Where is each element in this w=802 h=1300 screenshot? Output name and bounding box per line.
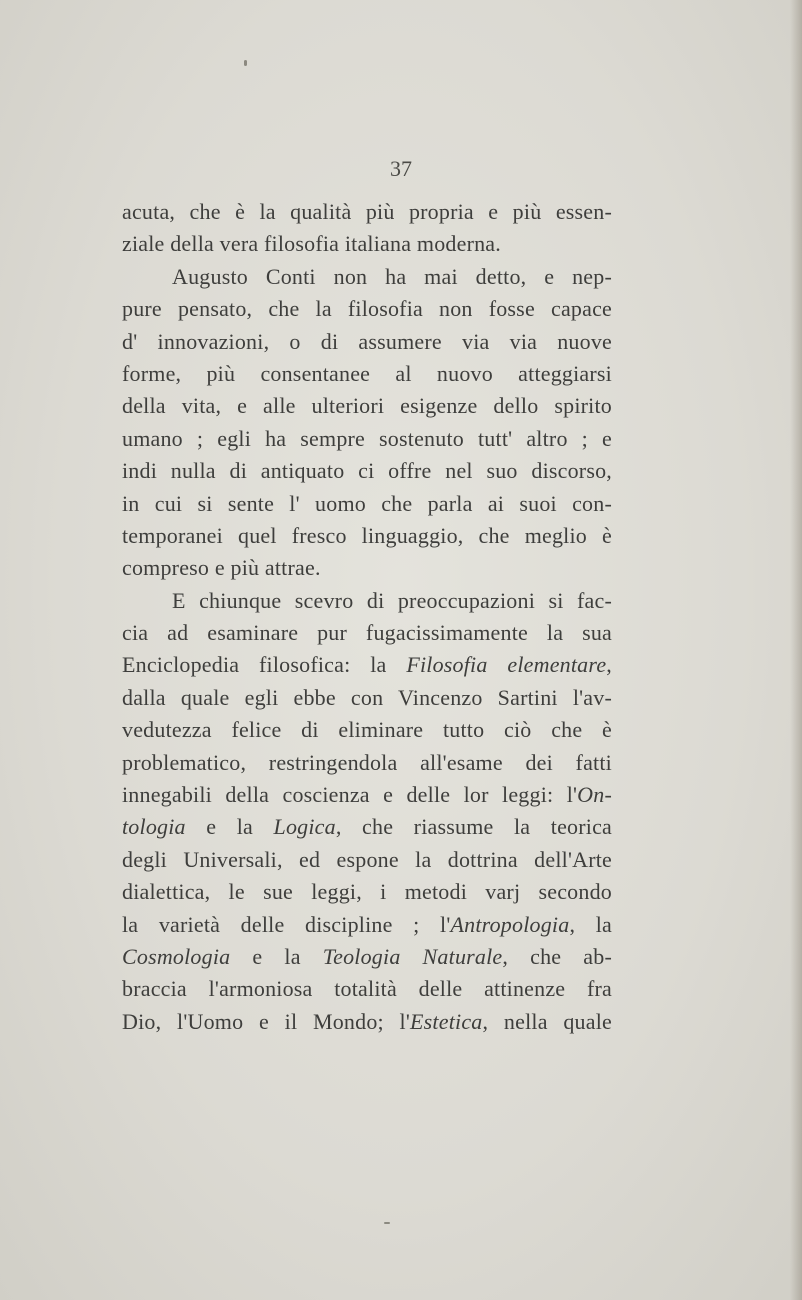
text-run: umano ; egli ha sempre sostenuto tutt' altro ; e	[122, 425, 612, 451]
text-run: in cui si sente l' uomo che parla ai suoi con-	[122, 490, 612, 516]
text-run: Dio, l'Uomo e il Mondo; l'	[122, 1008, 411, 1034]
text-line	[122, 455, 612, 487]
text-run: innegabili della coscienza e delle lor leggi: l'	[122, 782, 578, 808]
italic-text: Filosofia elementare	[406, 652, 607, 678]
text-run: temporanei quel fresco linguaggio, che meglio è	[122, 522, 612, 548]
text-run: problematico, restringendola all'esame dei fatti	[122, 749, 612, 775]
text-line	[122, 228, 612, 260]
text-run: forme, più consentanee al nuovo atteggiarsi	[122, 360, 612, 386]
italic-text: tologia	[122, 814, 186, 840]
text-line	[122, 261, 612, 293]
text-run: dialettica, le sue leggi, i metodi varj secondo	[122, 879, 612, 905]
text-line	[122, 293, 612, 325]
text-run: Augusto Conti non ha mai detto, e nep-	[172, 263, 612, 289]
text-run: degli Universali, ed espone la dottrina dell'Arte	[122, 846, 612, 872]
text-line	[122, 1006, 612, 1038]
text-line	[122, 423, 612, 455]
ink-speck	[244, 60, 247, 66]
text-line	[122, 909, 612, 941]
text-run: , che ab-	[502, 943, 612, 969]
text-line	[122, 196, 612, 228]
italic-text: Cosmologia	[122, 943, 231, 969]
italic-text: Antropologia	[450, 911, 570, 937]
italic-text: Teologia Naturale	[322, 943, 503, 969]
text-line	[122, 876, 612, 908]
text-line	[122, 844, 612, 876]
paragraph	[122, 585, 612, 1038]
text-run: ,	[606, 652, 612, 678]
page-number: 37	[390, 156, 412, 181]
text-run: , che riassume la teorica	[335, 814, 612, 840]
text-run: braccia l'armoniosa totalità delle attinenze fra	[122, 976, 612, 1002]
text-run: E chiunque scevro di preoccupazioni si fac-	[172, 587, 612, 613]
text-line	[122, 747, 612, 779]
paragraph	[122, 196, 612, 261]
text-run: d' innovazioni, o di assumere via via nuove	[122, 328, 612, 354]
text-run: cia ad esaminare pur fugacissimamente la sua	[122, 620, 612, 646]
text-run: indi nulla di antiquato ci offre nel suo discorso,	[122, 458, 612, 484]
text-line	[122, 326, 612, 358]
text-run: la varietà delle discipline ; l'	[122, 911, 451, 937]
text-line	[122, 585, 612, 617]
text-run: , la	[569, 911, 612, 937]
paragraph	[122, 261, 612, 585]
text-run: e la	[230, 943, 323, 969]
text-line	[122, 973, 612, 1005]
text-run: ziale della vera filosofia italiana moderna.	[122, 231, 501, 257]
text-run: e la	[185, 814, 274, 840]
text-run: , nella quale	[482, 1008, 612, 1034]
text-line	[122, 649, 612, 681]
text-run: dalla quale egli ebbe con Vincenzo Sartini l'av-	[122, 684, 612, 710]
page-edge-shadow	[790, 0, 802, 1300]
text-line	[122, 811, 612, 843]
text-run: della vita, e alle ulteriori esigenze dello spirito	[122, 393, 612, 419]
text-line	[122, 779, 612, 811]
text-line	[122, 488, 612, 520]
text-line	[122, 941, 612, 973]
text-run: Enciclopedia filosofica: la	[122, 652, 407, 678]
text-line	[122, 682, 612, 714]
text-run: compreso e più attrae.	[122, 555, 321, 581]
ink-speck	[384, 1222, 390, 1224]
italic-text: On-	[577, 782, 612, 808]
italic-text: Logica	[273, 814, 336, 840]
text-line	[122, 552, 612, 584]
text-line	[122, 358, 612, 390]
text-run: vedutezza felice di eliminare tutto ciò che è	[122, 717, 612, 743]
text-line	[122, 520, 612, 552]
text-line	[122, 390, 612, 422]
body-text	[122, 196, 612, 1038]
text-line	[122, 617, 612, 649]
text-run: pure pensato, che la filosofia non fosse capace	[122, 296, 612, 322]
text-run: acuta, che è la qualità più propria e più essen-	[122, 199, 612, 224]
italic-text: Estetica	[410, 1008, 483, 1034]
text-line	[122, 714, 612, 746]
